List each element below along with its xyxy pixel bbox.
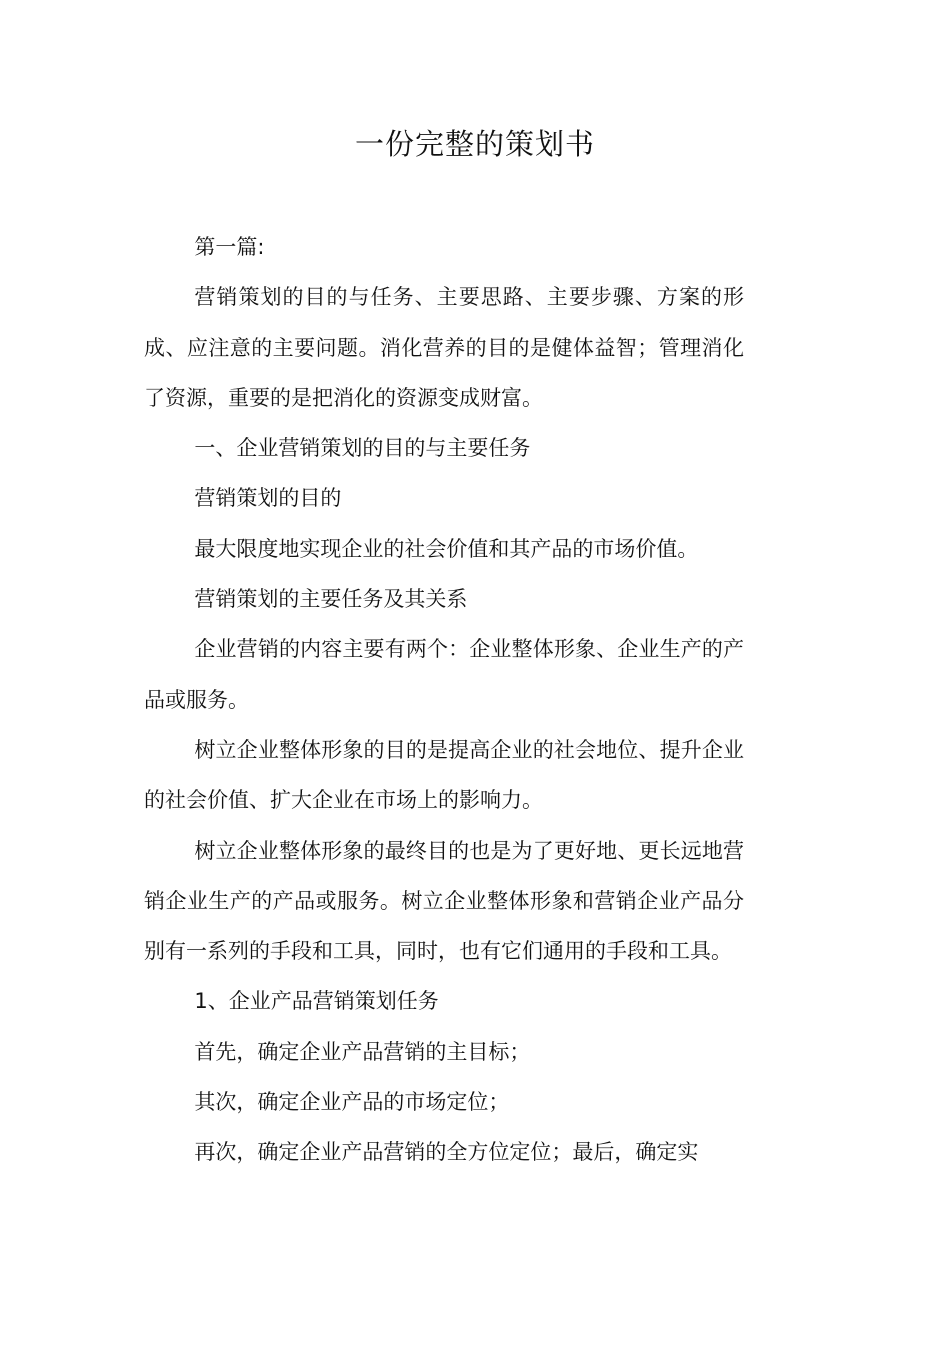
document-title: 一份完整的策划书 [354,127,595,161]
paragraph-image-goal: 树立企业整体形象的目的是提高企业的社会地位、提升企业的社会价值、扩大企业在市场上的影响力。 [144,737,744,813]
paragraph-intro: 营销策划的目的与任务、主要思路、主要步骤、方案的形成、应注意的主要问题。消化营养的目的是健体益智；管理消化了资源，重要的是把消化的资源变成财富。 [144,285,744,410]
heading-product-tasks: 1、企业产品营销策划任务 [194,989,439,1014]
subheading-purpose: 营销策划的目的 [194,486,342,511]
document-body [144,222,744,1178]
paragraph-purpose: 最大限度地实现企业的社会价值和其产品的市场价值。 [194,536,699,561]
paragraph-section-label: 第一篇: [194,235,265,259]
paragraph-first: 首先，确定企业产品营销的主目标； [194,1039,531,1064]
paragraph-second: 其次，确定企业产品的市场定位； [194,1090,510,1115]
subheading-tasks: 营销策划的主要任务及其关系 [194,587,468,612]
paragraph-image-final-goal: 树立企业整体形象的最终目的也是为了更好地、更长远地营销企业生产的产品或服务。树立企业整体形象和营销企业产品分别有一系列的手段和工具，同时，也有它们通用的手段和工具。 [144,838,744,964]
heading-section-one: 一、企业营销策划的目的与主要任务 [194,436,531,461]
paragraph-third: 再次，确定企业产品营销的全方位定位；最后，确定实 [194,1140,699,1165]
paragraph-content: 企业营销的内容主要有两个：企业整体形象、企业生产的产品或服务。 [144,637,744,712]
